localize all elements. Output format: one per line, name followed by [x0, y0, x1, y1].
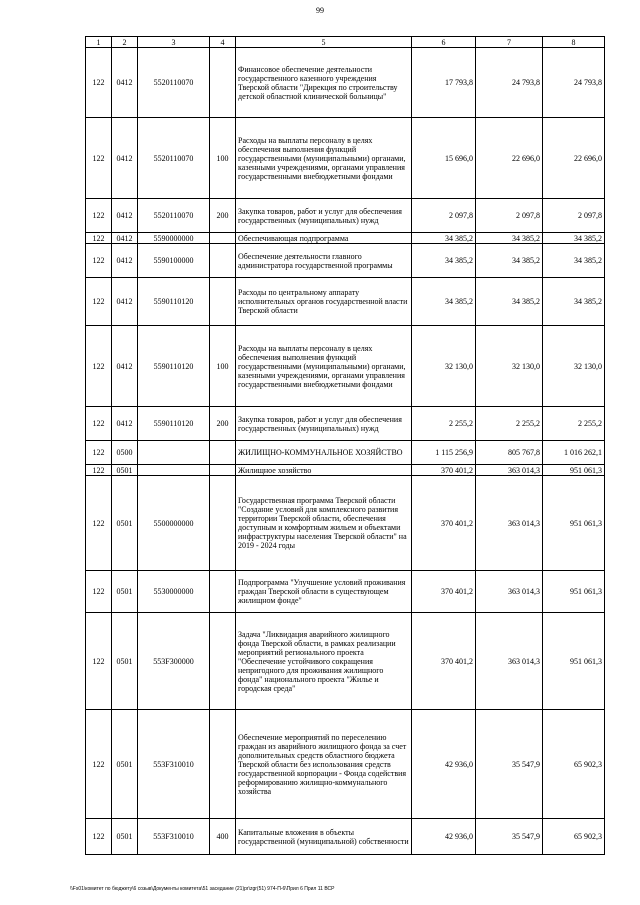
- amount-col7-cell: 363 014,3: [476, 571, 543, 613]
- description-cell: Задача "Ликвидация аварийного жилищного фонда Тверской области, в рамках реализации мероприятий регионального проекта "Обеспечение устойчивого сокращения непригодного для проживания жилищного фонда" национального проекта "Жилье и городская среда": [236, 613, 412, 710]
- admin-code-cell: 122: [86, 278, 112, 326]
- admin-code-cell: 122: [86, 571, 112, 613]
- amount-col7-cell: 805 767,8: [476, 441, 543, 465]
- expense-type-cell: [210, 233, 236, 244]
- amount-col7-cell: 34 385,2: [476, 233, 543, 244]
- expense-type-cell: [210, 278, 236, 326]
- table-row: [86, 571, 605, 613]
- amount-col7-cell: 35 547,9: [476, 710, 543, 819]
- table-row: [86, 819, 605, 855]
- amount-col8-cell: 22 696,0: [543, 118, 605, 199]
- target-item-cell: [138, 465, 210, 476]
- description-cell: Обеспечение деятельности главного администратора государственной программы: [236, 244, 412, 278]
- amount-col8-cell: 2 255,2: [543, 407, 605, 441]
- amount-col8-cell: 34 385,2: [543, 278, 605, 326]
- description-cell: Подпрограмма "Улучшение условий проживания граждан Тверской области в существующем жилищном фонде": [236, 571, 412, 613]
- target-item-cell: 5590100000: [138, 244, 210, 278]
- column-number: 1: [86, 37, 112, 48]
- target-item-cell: 5500000000: [138, 476, 210, 571]
- description-cell: Закупка товаров, работ и услуг для обеспечения государственных (муниципальных) нужд: [236, 407, 412, 441]
- admin-code-cell: 122: [86, 819, 112, 855]
- target-item-cell: 5520110070: [138, 199, 210, 233]
- column-number: 8: [543, 37, 605, 48]
- section-code-cell: 0500: [112, 441, 138, 465]
- admin-code-cell: 122: [86, 326, 112, 407]
- table-row: [86, 118, 605, 199]
- target-item-cell: 5590110120: [138, 278, 210, 326]
- description-cell: Обеспечивающая подпрограмма: [236, 233, 412, 244]
- amount-col6-cell: 17 793,8: [412, 48, 476, 118]
- table-row: [86, 199, 605, 233]
- amount-col8-cell: 2 097,8: [543, 199, 605, 233]
- section-code-cell: 0412: [112, 118, 138, 199]
- amount-col7-cell: 24 793,8: [476, 48, 543, 118]
- column-number: 6: [412, 37, 476, 48]
- column-number: 2: [112, 37, 138, 48]
- description-cell: Расходы на выплаты персоналу в целях обеспечения выполнения функций государственными (муниципальными) органами, казенными учреждениями, органами управления государственными внебюджетными фондами: [236, 326, 412, 407]
- amount-col8-cell: 951 061,3: [543, 613, 605, 710]
- amount-col7-cell: 363 014,3: [476, 613, 543, 710]
- column-number: 3: [138, 37, 210, 48]
- target-item-cell: 5520110070: [138, 118, 210, 199]
- amount-col6-cell: 2 097,8: [412, 199, 476, 233]
- amount-col7-cell: 32 130,0: [476, 326, 543, 407]
- file-path-footer: \\Fs01\комитет по бюджету\6 созыв\Документы комитета\51 заседание (21)pr\zgr(51) 974-П-6\Прил 6 Прил 11 ВСР: [70, 886, 335, 892]
- section-code-cell: 0501: [112, 465, 138, 476]
- amount-col6-cell: 370 401,2: [412, 465, 476, 476]
- amount-col6-cell: 34 385,2: [412, 244, 476, 278]
- column-number: 4: [210, 37, 236, 48]
- amount-col7-cell: 2 255,2: [476, 407, 543, 441]
- expense-type-cell: 100: [210, 118, 236, 199]
- target-item-cell: [138, 441, 210, 465]
- description-cell: Расходы по центральному аппарату исполнительных органов государственной власти Тверской области: [236, 278, 412, 326]
- admin-code-cell: 122: [86, 476, 112, 571]
- amount-col6-cell: 2 255,2: [412, 407, 476, 441]
- admin-code-cell: 122: [86, 441, 112, 465]
- description-cell: Обеспечение мероприятий по переселению граждан из аварийного жилищного фонда за счет дополнительных средств областного бюджета Тверской области без использования средств государственной корпорации - Фонда содействия реформированию жилищно-коммунального хозяйства: [236, 710, 412, 819]
- expense-type-cell: [210, 476, 236, 571]
- amount-col8-cell: 951 061,3: [543, 476, 605, 571]
- amount-col8-cell: 951 061,3: [543, 465, 605, 476]
- table-row: [86, 278, 605, 326]
- amount-col7-cell: 34 385,2: [476, 244, 543, 278]
- table-row: [86, 710, 605, 819]
- amount-col6-cell: 34 385,2: [412, 278, 476, 326]
- expense-type-cell: [210, 244, 236, 278]
- section-code-cell: 0501: [112, 476, 138, 571]
- amount-col6-cell: 15 696,0: [412, 118, 476, 199]
- expense-type-cell: [210, 465, 236, 476]
- table-row: [86, 244, 605, 278]
- amount-col6-cell: 42 936,0: [412, 710, 476, 819]
- description-cell: Финансовое обеспечение деятельности государственного казенного учреждения Тверской области "Дирекция по строительству детской областной клинической больницы": [236, 48, 412, 118]
- description-cell: Закупка товаров, работ и услуг для обеспечения государственных (муниципальных) нужд: [236, 199, 412, 233]
- table-row: [86, 441, 605, 465]
- table-row: [86, 465, 605, 476]
- table-row: [86, 613, 605, 710]
- target-item-cell: 5520110070: [138, 48, 210, 118]
- description-cell: Капитальные вложения в объекты государственной (муниципальной) собственности: [236, 819, 412, 855]
- amount-col6-cell: 1 115 256,9: [412, 441, 476, 465]
- section-code-cell: 0412: [112, 199, 138, 233]
- table-row: [86, 48, 605, 118]
- expense-type-cell: [210, 710, 236, 819]
- page-number: 99: [316, 6, 324, 15]
- admin-code-cell: 122: [86, 613, 112, 710]
- section-code-cell: 0501: [112, 819, 138, 855]
- column-number: 7: [476, 37, 543, 48]
- admin-code-cell: 122: [86, 233, 112, 244]
- amount-col6-cell: 370 401,2: [412, 571, 476, 613]
- expense-type-cell: [210, 571, 236, 613]
- amount-col8-cell: 1 016 262,1: [543, 441, 605, 465]
- section-code-cell: 0501: [112, 710, 138, 819]
- expense-type-cell: 400: [210, 819, 236, 855]
- target-item-cell: 5590110120: [138, 326, 210, 407]
- amount-col7-cell: 35 547,9: [476, 819, 543, 855]
- table-row: [86, 233, 605, 244]
- expense-type-cell: 200: [210, 407, 236, 441]
- amount-col6-cell: 42 936,0: [412, 819, 476, 855]
- target-item-cell: 553F300000: [138, 613, 210, 710]
- table-row: [86, 407, 605, 441]
- description-cell: Государственная программа Тверской области "Создание условий для комплексного развития территории Тверской области, обеспечения доступным и комфортным жильем и объектами инфраструктуры населения Тверской области" на 2019 - 2024 годы: [236, 476, 412, 571]
- amount-col8-cell: 34 385,2: [543, 233, 605, 244]
- section-code-cell: 0412: [112, 278, 138, 326]
- amount-col6-cell: 370 401,2: [412, 476, 476, 571]
- expense-type-cell: [210, 48, 236, 118]
- target-item-cell: 553F310010: [138, 819, 210, 855]
- section-code-cell: 0412: [112, 48, 138, 118]
- description-cell: Расходы на выплаты персоналу в целях обеспечения выполнения функций государственными (муниципальными) органами, казенными учреждениями, органами управления государственными внебюджетными фондами: [236, 118, 412, 199]
- amount-col8-cell: 24 793,8: [543, 48, 605, 118]
- section-code-cell: 0412: [112, 407, 138, 441]
- admin-code-cell: 122: [86, 710, 112, 819]
- admin-code-cell: 122: [86, 407, 112, 441]
- section-code-cell: 0412: [112, 244, 138, 278]
- target-item-cell: 553F310010: [138, 710, 210, 819]
- amount-col8-cell: 32 130,0: [543, 326, 605, 407]
- amount-col8-cell: 951 061,3: [543, 571, 605, 613]
- amount-col7-cell: 2 097,8: [476, 199, 543, 233]
- expense-type-cell: 200: [210, 199, 236, 233]
- amount-col8-cell: 65 902,3: [543, 710, 605, 819]
- amount-col6-cell: 370 401,2: [412, 613, 476, 710]
- admin-code-cell: 122: [86, 465, 112, 476]
- amount-col7-cell: 34 385,2: [476, 278, 543, 326]
- column-number-row: [86, 37, 605, 48]
- admin-code-cell: 122: [86, 244, 112, 278]
- amount-col6-cell: 34 385,2: [412, 233, 476, 244]
- description-cell: ЖИЛИЩНО-КОММУНАЛЬНОЕ ХОЗЯЙСТВО: [236, 441, 412, 465]
- admin-code-cell: 122: [86, 118, 112, 199]
- description-cell: Жилищное хозяйство: [236, 465, 412, 476]
- section-code-cell: 0501: [112, 571, 138, 613]
- section-code-cell: 0501: [112, 613, 138, 710]
- target-item-cell: 5590110120: [138, 407, 210, 441]
- expense-type-cell: [210, 613, 236, 710]
- table-row: [86, 476, 605, 571]
- admin-code-cell: 122: [86, 48, 112, 118]
- target-item-cell: 5590000000: [138, 233, 210, 244]
- column-number: 5: [236, 37, 412, 48]
- target-item-cell: 5530000000: [138, 571, 210, 613]
- amount-col8-cell: 65 902,3: [543, 819, 605, 855]
- budget-table: [85, 36, 605, 855]
- amount-col7-cell: 363 014,3: [476, 465, 543, 476]
- amount-col7-cell: 22 696,0: [476, 118, 543, 199]
- admin-code-cell: 122: [86, 199, 112, 233]
- section-code-cell: 0412: [112, 326, 138, 407]
- amount-col8-cell: 34 385,2: [543, 244, 605, 278]
- amount-col7-cell: 363 014,3: [476, 476, 543, 571]
- expense-type-cell: [210, 441, 236, 465]
- amount-col6-cell: 32 130,0: [412, 326, 476, 407]
- table-row: [86, 326, 605, 407]
- expense-type-cell: 100: [210, 326, 236, 407]
- section-code-cell: 0412: [112, 233, 138, 244]
